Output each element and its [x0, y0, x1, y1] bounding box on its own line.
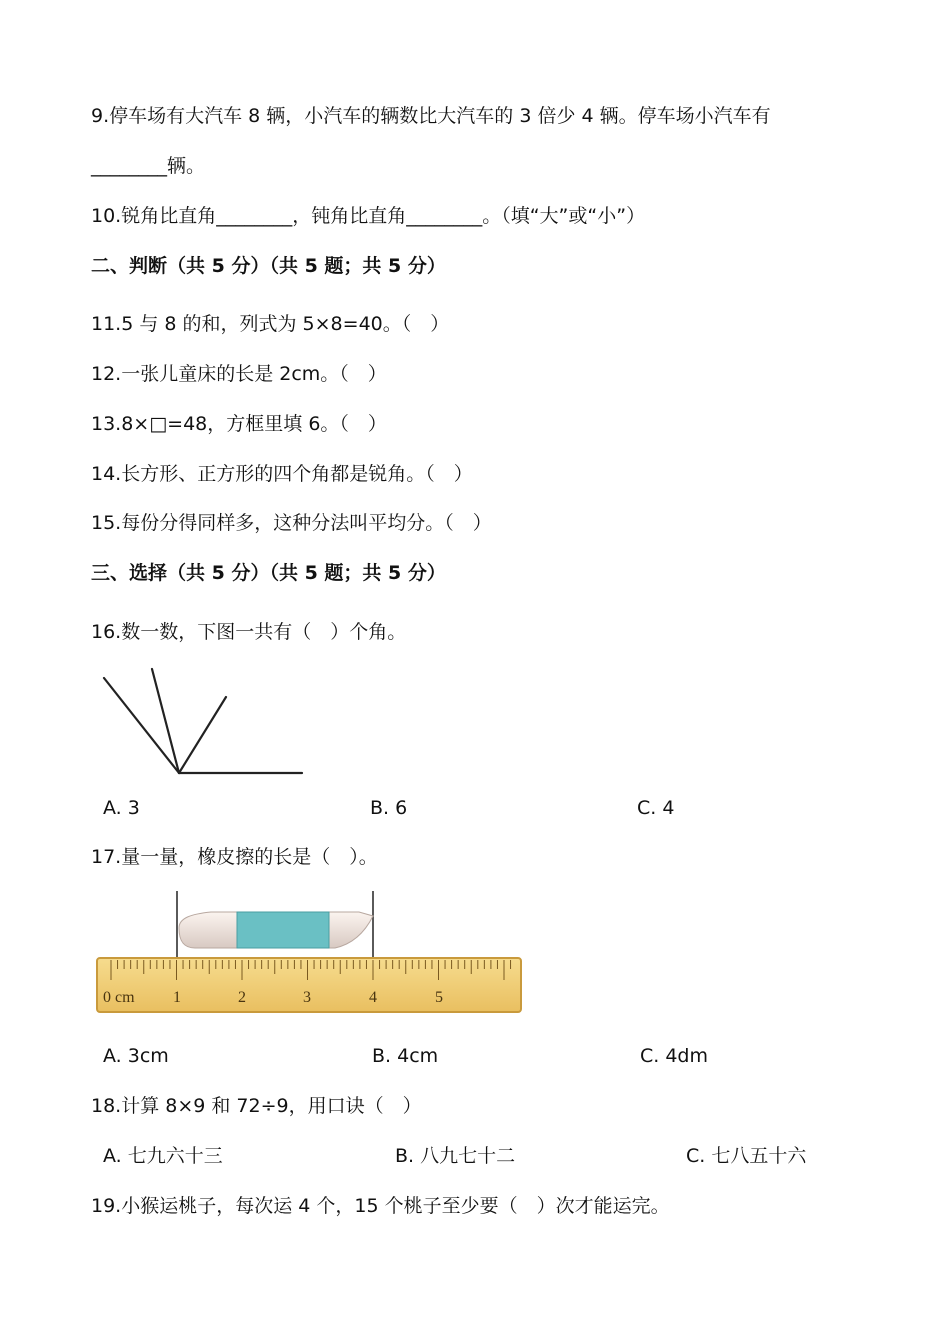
question-17: 17.量一量，橡皮擦的长是（ ）。 — [91, 846, 378, 868]
question-9-line2: ________辆。 — [91, 155, 206, 177]
question-13: 13.8×□=48，方框里填 6。（ ） — [91, 413, 387, 435]
eraser-band — [237, 912, 329, 948]
q17-option-c[interactable]: C. 4dm — [640, 1045, 709, 1067]
section-2-heading: 二、判断（共 5 分）（共 5 题；共 5 分） — [91, 255, 446, 277]
question-10: 10.锐角比直角________，钝角比直角________。（填“大”或“小”） — [91, 205, 646, 227]
q18-option-b[interactable]: B. 八九七十二 — [395, 1145, 516, 1167]
ray-right — [179, 697, 226, 773]
ruler-number-2: 2 — [238, 989, 246, 1006]
ruler-number-5: 5 — [435, 989, 443, 1006]
question-12: 12.一张儿童床的长是 2cm。（ ） — [91, 363, 387, 385]
q18-option-a[interactable]: A. 七九六十三 — [103, 1145, 223, 1167]
ruler-figure — [95, 888, 525, 1018]
q18-option-c[interactable]: C. 七八五十六 — [686, 1145, 807, 1167]
ruler-number-1: 1 — [173, 989, 181, 1006]
question-19: 19.小猴运桃子，每次运 4 个，15 个桃子至少要（ ）次才能运完。 — [91, 1195, 670, 1217]
q17-option-b[interactable]: B. 4cm — [372, 1045, 439, 1067]
ruler-unit-label: 0 cm — [103, 989, 135, 1006]
ruler-number-4: 4 — [369, 989, 377, 1006]
ruler-number-3: 3 — [303, 989, 311, 1006]
question-11: 11.5 与 8 的和，列式为 5×8=40。（ ） — [91, 313, 450, 335]
question-15: 15.每份分得同样多，这种分法叫平均分。（ ） — [91, 512, 492, 534]
q16-option-b[interactable]: B. 6 — [370, 797, 408, 819]
question-14: 14.长方形、正方形的四个角都是锐角。（ ） — [91, 463, 473, 485]
q17-option-a[interactable]: A. 3cm — [103, 1045, 169, 1067]
question-18: 18.计算 8×9 和 72÷9，用口诀（ ） — [91, 1095, 422, 1117]
section-3-heading: 三、选择（共 5 分）（共 5 题；共 5 分） — [91, 562, 446, 584]
q16-option-a[interactable]: A. 3 — [103, 797, 140, 819]
question-9-line1: 9.停车场有大汽车 8 辆，小汽车的辆数比大汽车的 3 倍少 4 辆。停车场小汽车有 — [91, 105, 771, 127]
q16-option-c[interactable]: C. 4 — [637, 797, 675, 819]
angle-figure — [100, 665, 310, 780]
question-16: 16.数一数，下图一共有（ ）个角。 — [91, 621, 407, 643]
